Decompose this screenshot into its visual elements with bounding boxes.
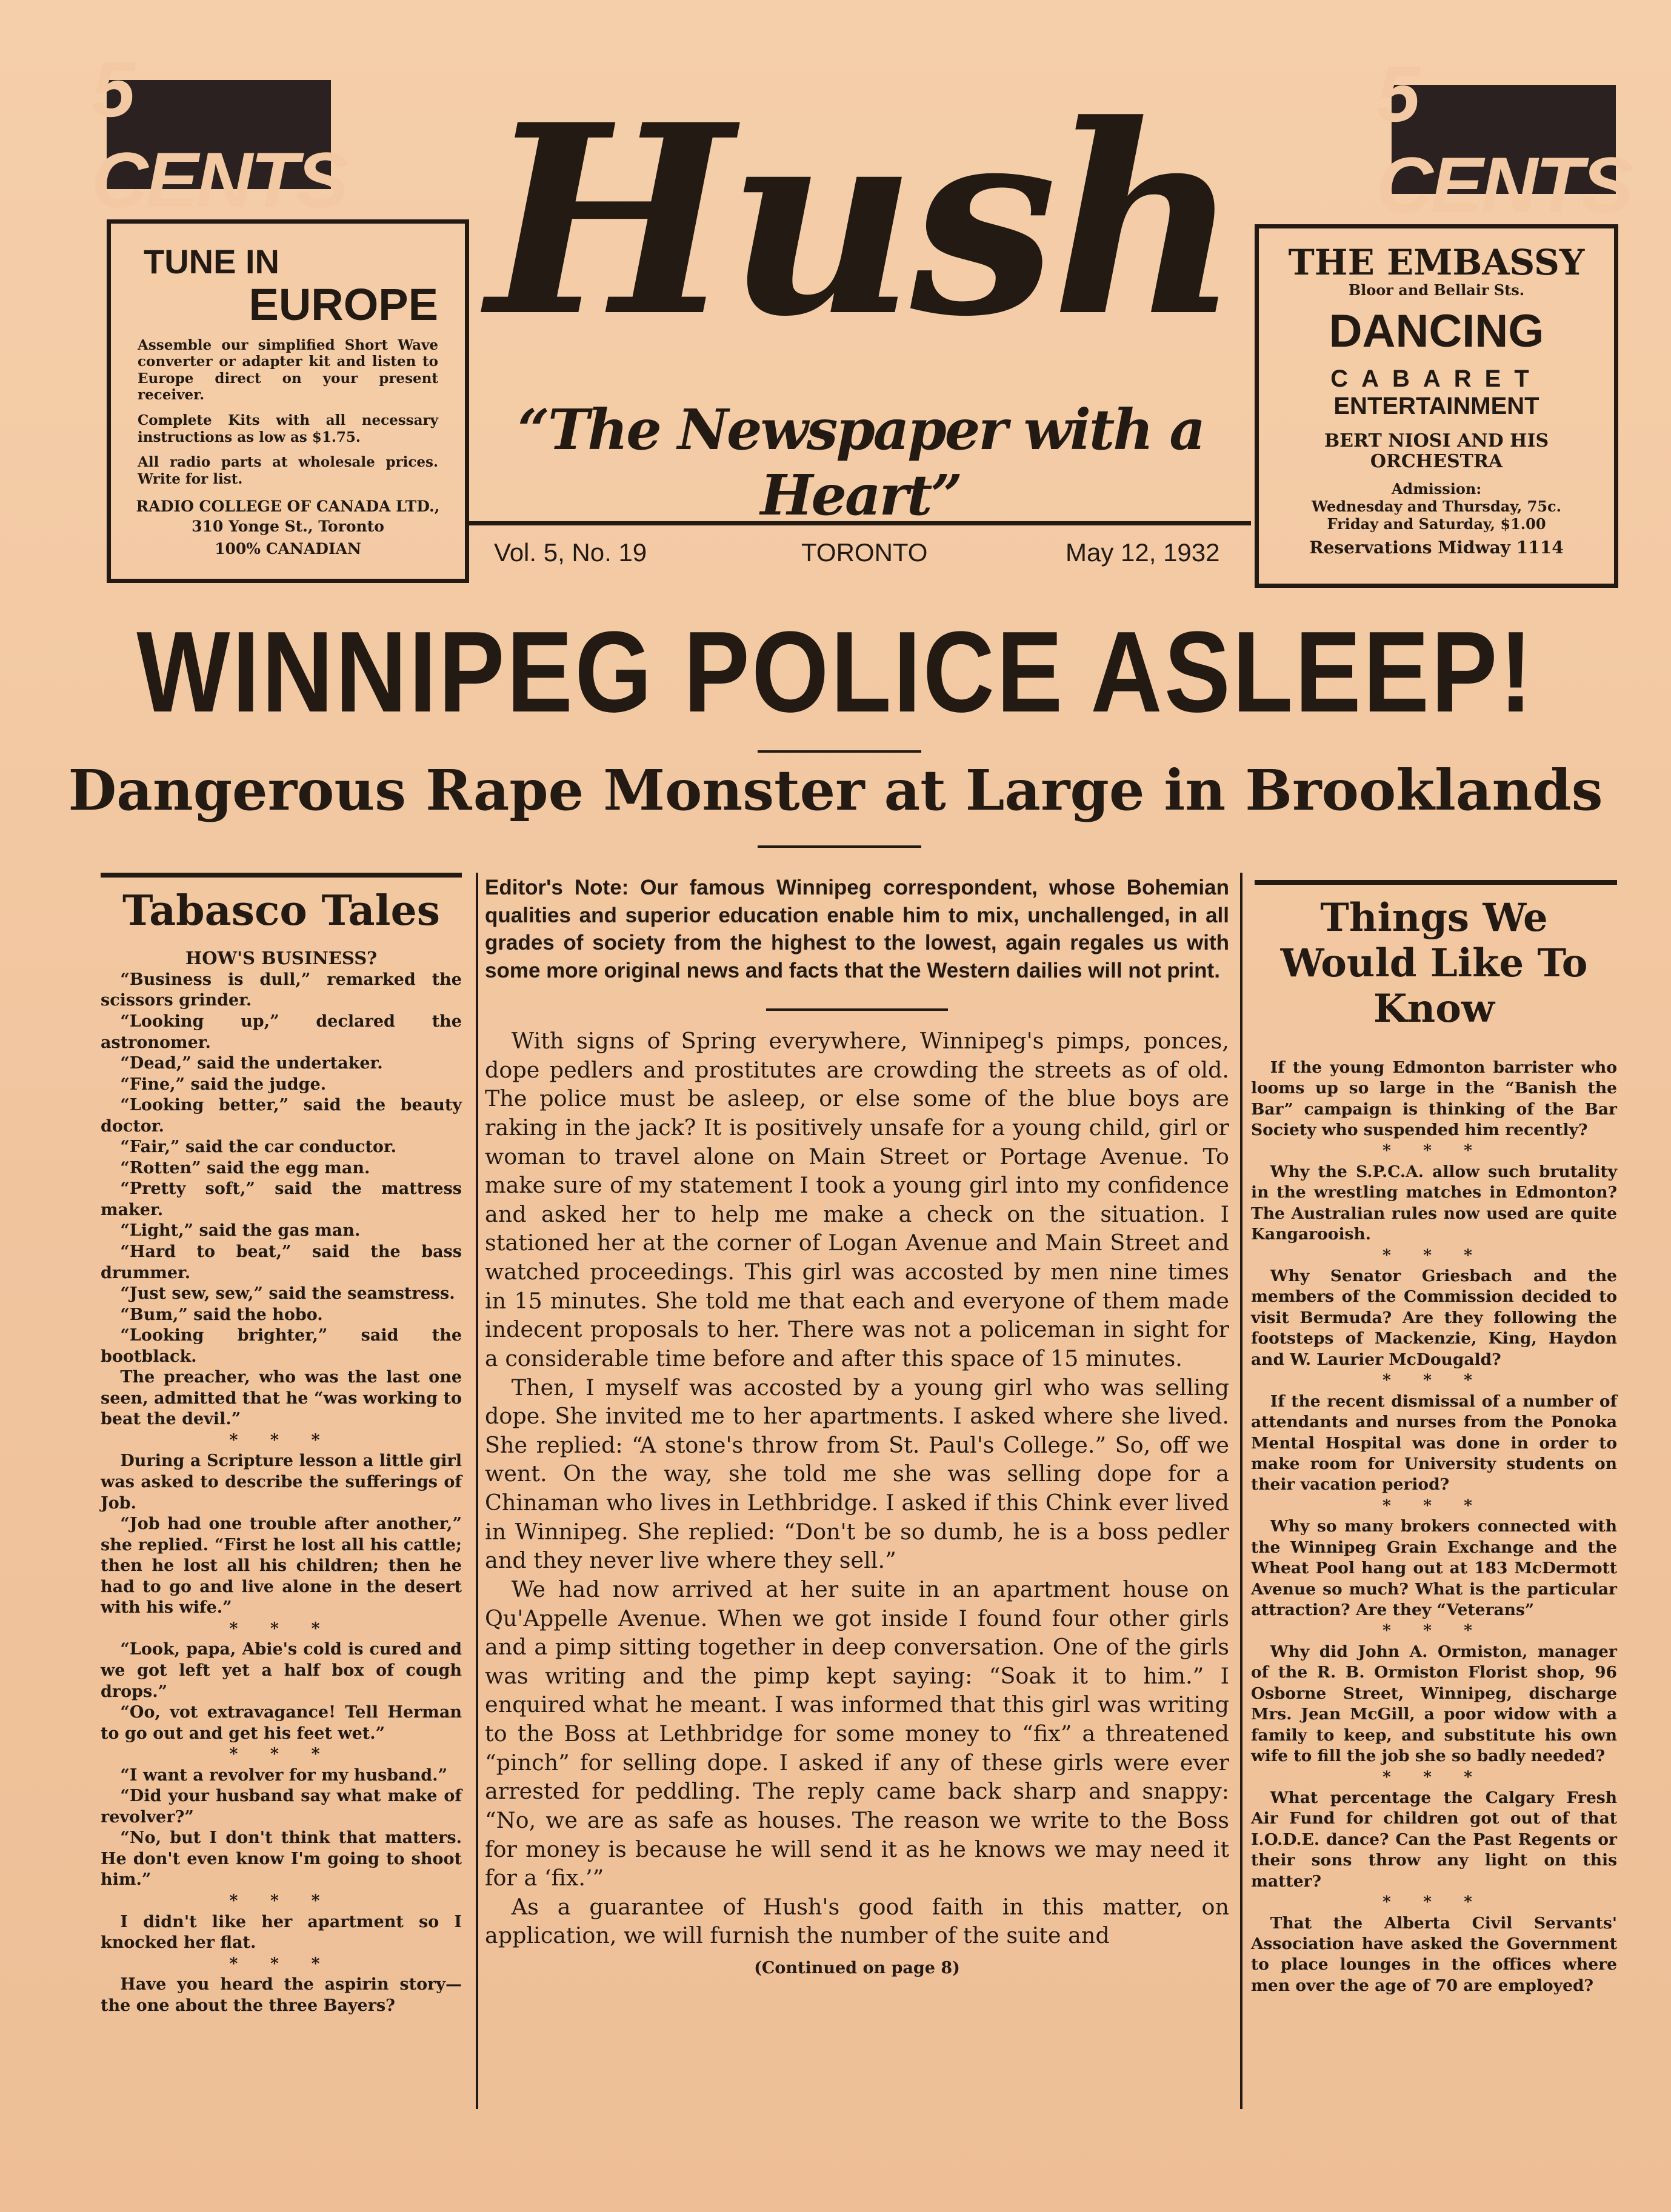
separator-stars: * * * (229, 1619, 333, 1638)
embassy-band: BERT NIOSI AND HIS ORCHESTRA (1324, 430, 1549, 473)
embassy-address: Bloor and Bellair Sts. (1348, 281, 1525, 299)
separator-stars: * * * (229, 1745, 333, 1764)
editor-note: Editor's Note: Our famous Winnipeg correspondent, whose Bohemian qualities and superior education enable him to mix, unchallenged, in all grades of society from the highest to the lowest, again regales us with some more original news and facts that the Western dailies will not print. (485, 876, 1229, 982)
ad-title-europe: EUROPE (248, 279, 438, 330)
separator-stars: * * * (229, 1954, 333, 1973)
embassy-reservations: Reservations Midway 1114 (1309, 537, 1564, 558)
question-paragraph: Why did John A. Ormiston, manager of the R. B. Ormiston Florist shop, 96 Osborne Street, Winnipeg, discharge Mrs. Jean McGill, a poor widow with a family to keep, and substitute his own wife to fill the job she so badly needed? (1251, 1642, 1617, 1766)
embassy-weekend: Friday and Saturday, $1.00 (1327, 515, 1546, 533)
embassy-dancing: DANCING (1329, 305, 1544, 357)
tale-paragraph: “Looking up,” declared the astronomer. (101, 1012, 462, 1052)
separator-stars: * * * (1382, 1245, 1486, 1265)
tale-paragraph: During a Scripture lesson a little girl was asked to describe the sufferings of Job. (101, 1451, 462, 1513)
question-paragraph: That the Alberta Civil Servants' Association have asked the Government to place lounges in the offices where men over the age of 70 are employed? (1251, 1913, 1617, 1995)
embassy-cabaret: CABARET (1330, 365, 1543, 392)
separator-stars: * * * (1382, 1621, 1486, 1641)
tale-paragraph: “No, but I don't think that matters. He don't even know I'm going to shoot him.” (101, 1828, 462, 1890)
separator-stars: * * * (1382, 1893, 1486, 1912)
tale-paragraph: “Looking better,” said the beauty doctor. (101, 1096, 462, 1136)
column-divider-left (476, 873, 478, 2109)
story-paragraph: As a guarantee of Hush's good faith in this matter, on application, we will furnish the number of the suite and (485, 1893, 1229, 1949)
column-divider-right (1240, 873, 1242, 2109)
tale-paragraph: “Looking brighter,” said the bootblack. (101, 1326, 462, 1366)
issue-volume: Vol. 5, No. 19 (494, 538, 647, 567)
tale-paragraph: I didn't like her apartment so I knocked her flat. (101, 1912, 462, 1953)
ad-kits: Complete Kits with all necessary instructions as low as $1.75. (138, 412, 438, 445)
tale-paragraph: “Dead,” said the undertaker. (120, 1054, 383, 1073)
separator-stars: * * * (229, 1430, 333, 1450)
separator-stars: * * * (229, 1891, 333, 1910)
story-paragraph: We had now arrived at her suite in an apartment house on Qu'Appelle Avenue. When we got inside I found four other girls and a pimp sitting together in deep conversation. One of the girls was writing and the pimp kept saying: “Soak it to him.” I enquired what he meant. I was informed that this girl was writing to the Boss at Lethbridge for some money to “fix” a threatened “pinch” for selling dope. I asked if any of these girls were ever arrested for peddling. The reply came back sharp and snappy: “No, we are as safe as houses. The reason we write to the Boss for money is because he will send it as he knows we may need it for a ‘fix.’” (485, 1576, 1229, 1891)
price-box-right: 5 CENTS (1376, 50, 1632, 229)
embassy-entertainment: ENTERTAINMENT (1333, 392, 1539, 419)
question-paragraph: What percentage the Calgary Fresh Air Fund for children got out of that I.O.D.E. dance? Can the Past Regents or their sons throw any light on this matter? (1251, 1788, 1617, 1891)
tale-paragraph: “Bum,” said the hobo. (120, 1305, 323, 1324)
right-column-top-rule (1255, 880, 1617, 885)
ad-parts: All radio parts at wholesale prices. Write for list. (138, 454, 438, 487)
ad-canadian: 100% CANADIAN (215, 540, 361, 558)
question-paragraph: Why the S.P.C.A. allow such brutality in the wrestling matches in Edmonton? The Australian rules now used are quite Kangarooish. (1251, 1162, 1617, 1244)
tale-paragraph: “Just sew, sew,” said the seamstress. (120, 1284, 455, 1304)
headline-rule (758, 750, 921, 753)
masthead-title: Hush (487, 68, 1235, 374)
radio-college-ad (107, 219, 469, 583)
story-paragraph: Then, I myself was accosted by a young girl who was selling dope. She invited me to her apartments. I asked where she lived. She replied: “A stone's throw from St. Paul's College.” So, off we went. On the way, she told me she was selling dope for a Chinaman who lives in Lethbridge. I asked if this Chink ever lived in Winnipeg. She replied: “Don't be so dumb, he is a boss pedler and they never live where they sell.” (485, 1374, 1229, 1574)
embassy-venue: THE EMBASSY (1288, 242, 1585, 283)
things-we-would-like-to-know-column (1251, 896, 1617, 1996)
subhead-rule (758, 845, 921, 848)
story-body (485, 1027, 1229, 1950)
tabasco-tales-title: Tabasco Tales (122, 887, 440, 935)
tale-paragraph: “Job had one trouble after another,” she replied. “First he lost all his cattle; then he lost all his children; then he had to go and live alone in the desert with his wife.” (101, 1514, 462, 1617)
embassy-ad (1255, 224, 1618, 588)
tale-paragraph: The preacher, who was the last one seen, admitted that he “was working to beat the devil.” (101, 1368, 462, 1429)
tale-paragraph: “Pretty soft,” said the mattress maker. (101, 1179, 462, 1219)
ad-title-tune-in: TUNE IN (144, 242, 279, 281)
main-headline: WINNIPEG POLICE ASLEEP! (136, 608, 1535, 736)
question-paragraph: Why so many brokers connected with the Winnipeg Grain Exchange and the Wheat Pool hang out at 183 McDermott Avenue so much? What is the particular attraction? Are they “Veterans” (1251, 1517, 1617, 1619)
embassy-weekday: Wednesday and Thursday, 75c. (1311, 497, 1562, 515)
sub-headline: Dangerous Rape Monster at Large in Brooklands (68, 758, 1603, 823)
tabasco-section-title: HOW'S BUSINESS? (185, 947, 378, 968)
separator-stars: * * * (1382, 1141, 1486, 1161)
question-paragraph: Why Senator Griesbach and the members of the Commission decided to visit Bermuda? Are they following the footsteps of Mackenzie, King, Haydon and W. Laurier McDougald? (1251, 1267, 1617, 1369)
tabasco-tales-column (101, 888, 462, 2016)
question-paragraph: If the recent dismissal of a number of attendants and nurses from the Ponoka Mental Hospital was done in order to make room for University students on their vacation period? (1251, 1391, 1617, 1494)
story-paragraph: With signs of Spring everywhere, Winnipeg's pimps, ponces, dope pedlers and prostitutes are crowding the streets as of old. The police must be asleep, or else some of the blue boys are raking in the jack? It is positively unsafe for a young child, girl or woman to travel alone on Main Street or Portage Avenue. To make sure of my statement I took a young girl into my confidence and asked her to help me make a check on the situation. I stationed her at the corner of Logan Avenue and Main Street and watched proceedings. This girl was accosted by men nine times in 15 minutes. She told me that each and everyone of them made indecent proposals to her. There was not a policeman in sight for a considerable time before and after this space of 15 minutes. (485, 1028, 1229, 1371)
tale-paragraph: “Business is dull,” remarked the scissors grinder. (101, 970, 462, 1010)
tale-paragraph: “Oo, vot extravagance! Tell Herman to go out and get his feet wet.” (101, 1703, 462, 1743)
tale-paragraph: Have you heard the aspirin story—the one about the three Bayers? (101, 1975, 462, 2015)
ad-company: RADIO COLLEGE OF CANADA LTD., 310 Yonge St., Toronto (136, 498, 440, 535)
tale-paragraph: “Fine,” said the judge. (120, 1074, 327, 1094)
masthead-slogan: “The Newspaper with a Heart” (518, 397, 1204, 528)
separator-stars: * * * (1382, 1496, 1486, 1515)
separator-stars: * * * (1382, 1767, 1486, 1787)
tale-paragraph: “Look, papa, Abie's cold is cured and we got left yet a half box of cough drops.” (101, 1640, 462, 1701)
issue-date: May 12, 1932 (1066, 538, 1220, 567)
ad-body: Assemble our simplified Short Wave converter or adapter kit and listen to Europe direct on your present receiver. (138, 336, 438, 404)
main-story-column (485, 874, 1229, 1977)
continued-note: (Continued on page 8) (754, 1959, 960, 1977)
question-paragraph: If the young Edmonton barrister who looms up so large in the “Banish the Bar” campaign is thinking of the Bar Society who suspended him recently? (1251, 1058, 1617, 1139)
story-rule (766, 1008, 948, 1011)
tale-paragraph: “Did your husband say what make of revolver?” (101, 1787, 462, 1827)
tale-paragraph: “Hard to beat,” said the bass drummer. (101, 1242, 462, 1282)
embassy-admission: Admission: (1391, 479, 1482, 498)
things-title: Things We Would Like To Know (1280, 895, 1588, 1031)
issue-city: TORONTO (801, 538, 928, 567)
price-box-left: 5 CENTS (91, 45, 347, 224)
separator-stars: * * * (1382, 1371, 1486, 1390)
tale-paragraph: “Fair,” said the car conductor. (120, 1138, 397, 1157)
left-column-top-rule (101, 873, 462, 878)
tale-paragraph: “I want a revolver for my husband.” (120, 1765, 448, 1785)
tale-paragraph: “Rotten” said the egg man. (120, 1158, 370, 1178)
tale-paragraph: “Light,” said the gas man. (120, 1221, 361, 1241)
